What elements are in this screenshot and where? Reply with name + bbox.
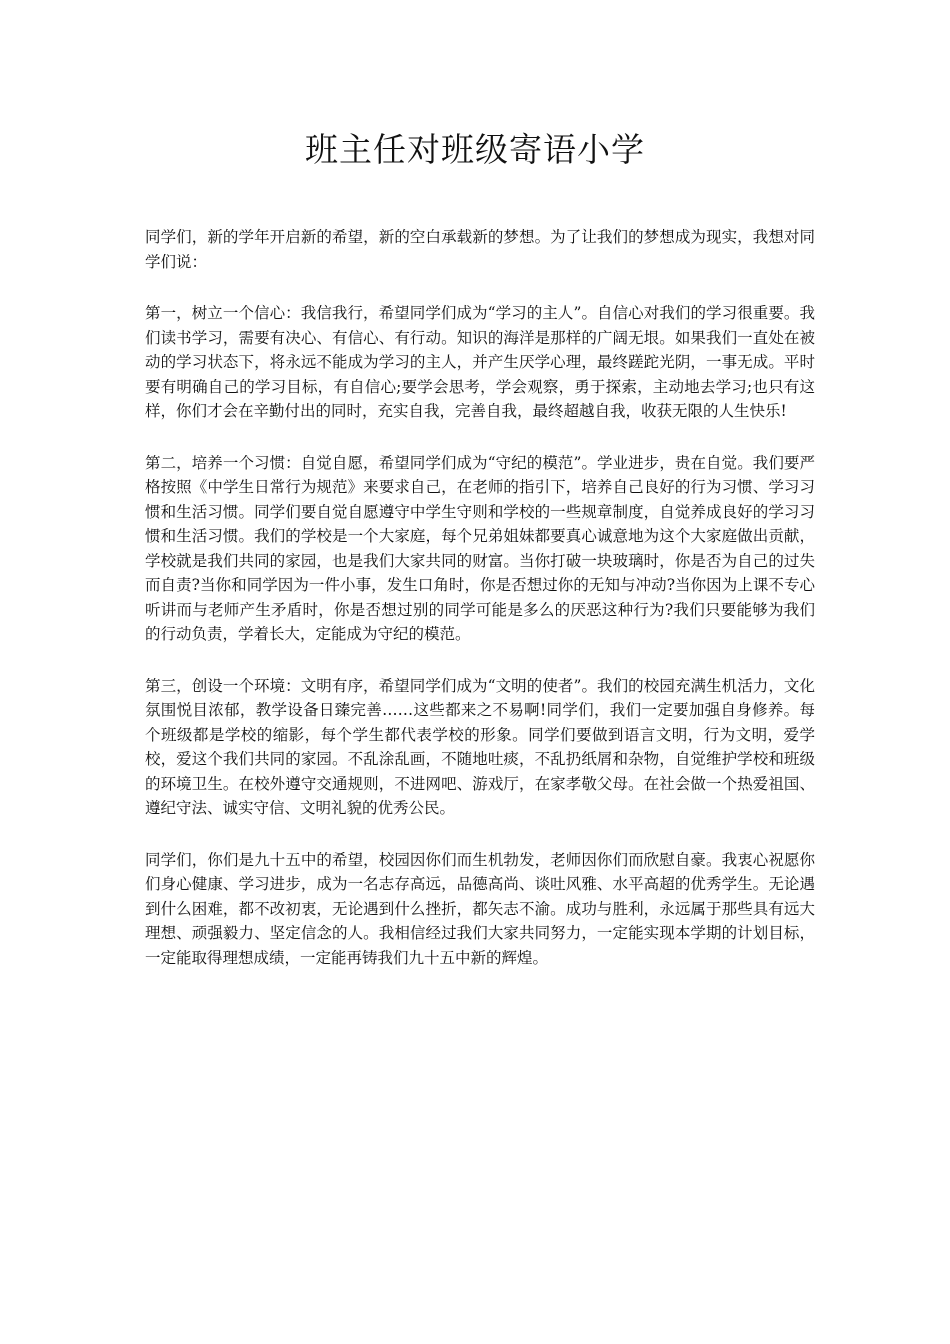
paragraph-point-one: 第一，树立一个信心：我信我行，希望同学们成为“学习的主人”。自信心对我们的学习很重要。我们读书学习，需要有决心、有信心、有行动。知识的海洋是那样的广阔无垠。如果我们一直处在被动的学习状态下，将永远不能成为学习的主人，并产生厌学心理，最终蹉跎光阴，一事无成。平时要有明确自己的学习目标，有自信心;要学会思考，学会观察，勇于探索，主动地去学习;也只有这样，你们才会在辛勤付出的同时，充实自我，完善自我，最终超越自我，收获无限的人生快乐! — [145, 304, 815, 420]
paragraph-intro: 同学们，新的学年开启新的希望，新的空白承载新的梦想。为了让我们的梦想成为现实，我想对同学们说： — [145, 228, 815, 271]
document-body — [145, 225, 815, 997]
document-title: 班主任对班级寄语小学 — [305, 130, 645, 169]
paragraph-point-two: 第二，培养一个习惯：自觉自愿，希望同学们成为“守纪的模范”。学业进步，贵在自觉。我们要严格按照《中学生日常行为规范》来要求自己，在老师的指引下，培养自己良好的行为习惯、学习习惯和生活习惯。同学们要自觉自愿遵守中学生守则和学校的一些规章制度，自觉养成良好的学习习惯和生活习惯。我们的学校是一个大家庭，每个兄弟姐妹都要真心诚意地为这个大家庭做出贡献，学校就是我们共同的家园，也是我们大家共同的财富。当你打破一块玻璃时，你是否为自己的过失而自责?当你和同学因为一件小事，发生口角时，你是否想过你的无知与冲动?当你因为上课不专心听讲而与老师产生矛盾时，你是否想过别的同学可能是多么的厌恶这种行为?我们只要能够为我们的行动负责，学着长大，定能成为守纪的模范。 — [145, 453, 815, 643]
paragraph-closing: 同学们，你们是九十五中的希望，校园因你们而生机勃发，老师因你们而欣慰自豪。我衷心祝愿你们身心健康、学习进步，成为一名志存高远，品德高尚、谈吐风雅、水平高超的优秀学生。无论遇到什么困难，都不改初衷，无论遇到什么挫折，都矢志不渝。成功与胜利，永远属于那些具有远大理想、顽强毅力、坚定信念的人。我相信经过我们大家共同努力，一定能实现本学期的计划目标，一定能取得理想成绩，一定能再铸我们九十五中新的辉煌。 — [145, 850, 815, 967]
paragraph-point-three: 第三，创设一个环境：文明有序，希望同学们成为“文明的使者”。我们的校园充满生机活力，文化氛围悦目浓郁，教学设备日臻完善……这些都来之不易啊!同学们，我们一定要加强自身修养。每个班级都是学校的缩影，每个学生都代表学校的形象。同学们要做到语言文明，行为文明，爱学校，爱这个我们共同的家园。不乱涂乱画，不随地吐痰，不乱扔纸屑和杂物，自觉维护学校和班级的环境卫生。在校外遵守交通规则，不进网吧、游戏厅，在家孝敬父母。在社会做一个热爱祖国、遵纪守法、诚实守信、文明礼貌的优秀公民。 — [145, 676, 815, 817]
